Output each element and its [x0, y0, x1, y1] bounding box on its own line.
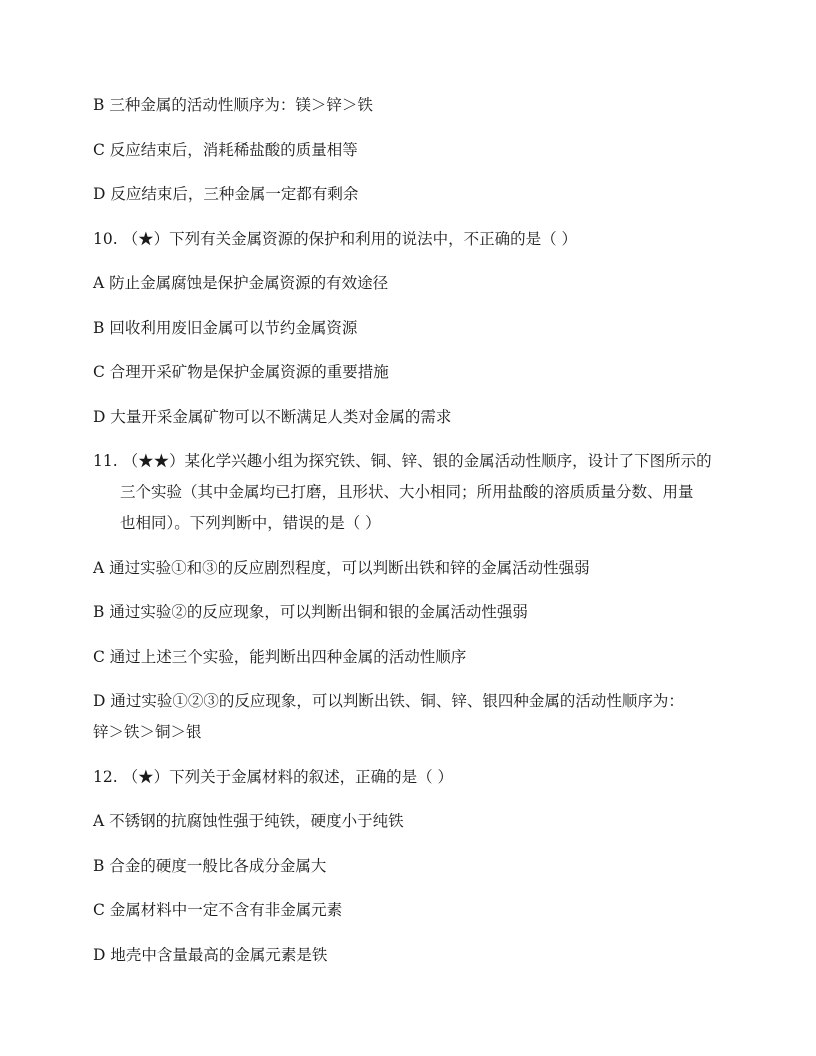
- q10-option-a: A 防止金属腐蚀是保护金属资源的有效途径: [93, 274, 389, 292]
- q12-option-a: A 不锈钢的抗腐蚀性强于纯铁，硬度小于纯铁: [93, 812, 404, 830]
- q10-option-b: B 回收利用废旧金属可以节约金属资源: [93, 319, 358, 337]
- q11-stem-line1: 11. （★★）某化学兴趣小组为探究铁、铜、锌、银的金属活动性顺序，设计了下图所示的: [93, 452, 712, 470]
- q11-option-d-line1: D 通过实验①②③的反应现象，可以判断出铁、铜、锌、银四种金属的活动性顺序为：: [93, 692, 684, 710]
- q9-option-d: D 反应结束后，三种金属一定都有剩余: [93, 185, 359, 203]
- q12-stem: 12. （★）下列关于金属材料的叙述，正确的是（ ）: [93, 768, 454, 786]
- q10-option-d: D 大量开采金属矿物可以不断满足人类对金属的需求: [93, 408, 452, 426]
- q11-option-d-line2: 锌＞铁＞铜＞银: [93, 723, 202, 741]
- q11-option-c: C 通过上述三个实验，能判断出四种金属的活动性顺序: [93, 648, 467, 666]
- q12-option-d: D 地壳中含量最高的金属元素是铁: [93, 946, 328, 964]
- q9-option-b: B 三种金属的活动性顺序为：镁＞锌＞铁: [93, 96, 373, 114]
- q11-stem-line3: 也相同）。下列判断中，错误的是（ ）: [120, 514, 381, 532]
- q10-stem: 10. （★）下列有关金属资源的保护和利用的说法中，不正确的是（ ）: [93, 230, 578, 248]
- q11-option-b: B 通过实验②的反应现象，可以判断出铜和银的金属活动性强弱: [93, 603, 528, 621]
- q11-stem-line2: 三个实验（其中金属均已打磨，且形状、大小相同；所用盐酸的溶质质量分数、用量: [120, 483, 694, 501]
- q11-option-a: A 通过实验①和③的反应剧烈程度，可以判断出铁和锌的金属活动性强弱: [93, 559, 590, 577]
- q12-option-b: B 合金的硬度一般比各成分金属大: [93, 857, 327, 875]
- q10-option-c: C 合理开采矿物是保护金属资源的重要措施: [93, 363, 389, 381]
- q12-option-c: C 金属材料中一定不含有非金属元素: [93, 901, 343, 919]
- q9-option-c: C 反应结束后，消耗稀盐酸的质量相等: [93, 141, 358, 159]
